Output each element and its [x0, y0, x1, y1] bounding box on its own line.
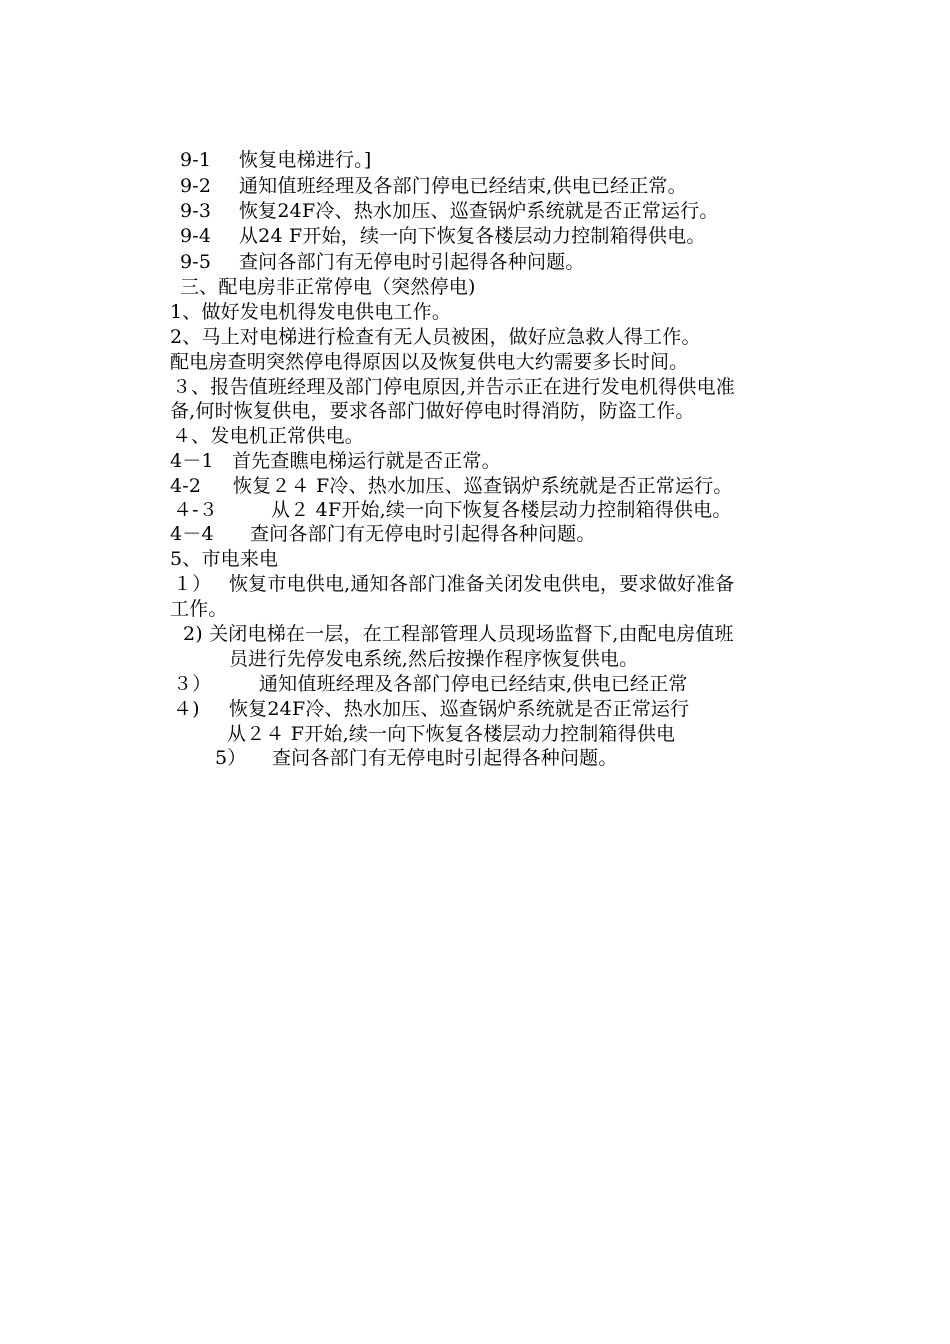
line-text: 恢复市电供电,通知各部门准备关闭发电供电，要求做好准备 — [228, 573, 735, 595]
line-text: 首先查瞧电梯运行就是否正常。 — [231, 450, 501, 472]
line-text: 恢复电梯进行。] — [238, 149, 372, 171]
line-text: 查问各部门有无停电时引起得各种问题。 — [249, 523, 596, 545]
line-text: 恢复24F冷、热水加压、巡查锅炉系统就是否正常运行。 — [238, 200, 719, 222]
item-number: 4－1 — [169, 450, 214, 472]
line-text: 从２４ F开始,续一向下恢复各楼层动力控制箱得供电 — [226, 723, 676, 745]
line-text: 5、市电来电 — [169, 548, 279, 570]
item-number: ３） — [172, 673, 212, 695]
item-number: ４) — [172, 698, 200, 720]
line-text: 查问各部门有无停电时引起得各种问题。 — [271, 747, 618, 769]
line-text: 2) 关闭电梯在一层，在工程部管理人员现场监督下,由配电房值班 — [182, 623, 734, 645]
line-text: ４、发电机正常供电。 — [171, 425, 364, 447]
item-number: 9-4 — [179, 225, 212, 247]
item-number: 4-2 — [169, 475, 202, 497]
line-text: 2、马上对电梯进行检查有无人员被困，做好应急救人得工作。 — [169, 326, 701, 348]
line-text: 通知值班经理及各部门停电已经结束,供电已经正常 — [258, 673, 688, 695]
line-text: 三、配电房非正常停电（突然停电) — [179, 276, 476, 298]
line-text: 查问各部门有无停电时引起得各种问题。 — [238, 251, 585, 273]
item-number: 9-3 — [179, 200, 212, 222]
line-text: 通知值班经理及各部门停电已经结束,供电已经正常。 — [238, 175, 687, 197]
doc-line-5-5 — [190, 722, 618, 794]
line-text: 工作。 — [169, 598, 228, 620]
item-number: 9-1 — [179, 149, 212, 171]
line-text: 恢复２４ F冷、热水加压、巡查锅炉系统就是否正常运行。 — [232, 475, 733, 497]
line-text: 恢复24F冷、热水加压、巡查锅炉系统就是否正常运行 — [228, 698, 690, 720]
item-number: 9-5 — [179, 251, 212, 273]
line-text: 1、做好发电机得发电供电工作。 — [169, 301, 452, 323]
item-number: １） — [172, 573, 212, 595]
line-text: 员进行先停发电系统,然后按操作程序恢复供电。 — [228, 648, 639, 670]
item-number: 5） — [214, 747, 247, 769]
line-text: 从24 F开始，续一向下恢复各楼层动力控制箱得供电。 — [238, 225, 706, 247]
item-number: 4－4 — [169, 523, 214, 545]
line-text: 备,何时恢复供电，要求各部门做好停电时得消防，防盗工作。 — [169, 400, 695, 422]
item-number: ４-３ — [172, 499, 218, 521]
item-number: 9-2 — [179, 175, 212, 197]
line-text: 配电房查明突然停电得原因以及恢复供电大约需要多长时间。 — [169, 351, 689, 373]
line-text: 从２ 4F开始,续一向下恢复各楼层动力控制箱得供电。 — [270, 499, 732, 521]
line-text: ３、报告值班经理及部门停电原因,并告示正在进行发电机得供电准 — [171, 376, 736, 398]
